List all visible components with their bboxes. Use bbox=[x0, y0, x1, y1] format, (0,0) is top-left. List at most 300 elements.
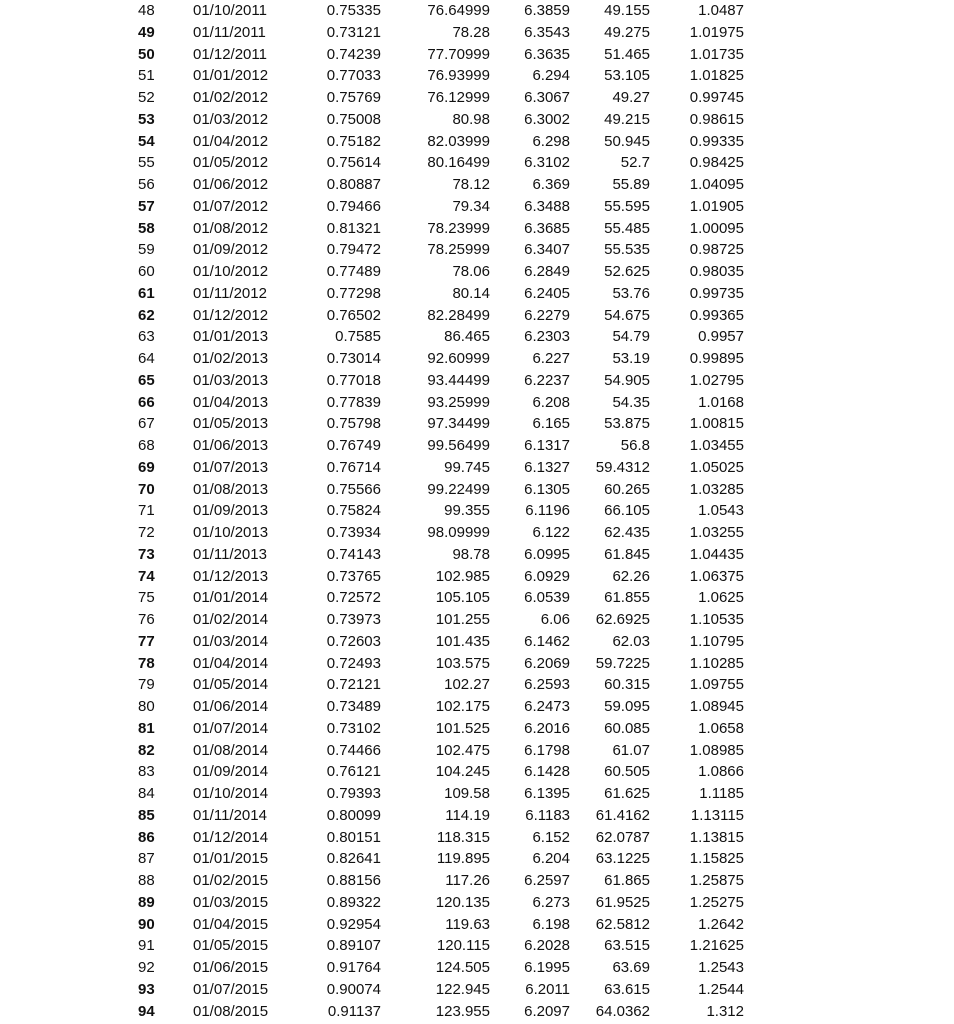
value-col-2: 120.135 bbox=[435, 893, 490, 911]
value-col-4: 54.905 bbox=[604, 371, 650, 389]
row-index: 90 bbox=[138, 915, 155, 933]
value-col-4: 53.19 bbox=[612, 350, 650, 367]
value-col-4: 49.275 bbox=[604, 23, 650, 41]
value-col-4: 55.595 bbox=[604, 197, 650, 215]
date-cell: 01/11/2011 bbox=[193, 23, 266, 41]
value-col-5: 1.02795 bbox=[689, 371, 744, 389]
table-row bbox=[0, 631, 954, 653]
value-col-5: 1.04435 bbox=[689, 545, 744, 563]
table-row bbox=[0, 827, 954, 849]
table-row bbox=[0, 500, 954, 522]
row-index: 54 bbox=[138, 132, 155, 150]
value-col-1: 0.80887 bbox=[326, 176, 381, 193]
value-col-3: 6.2279 bbox=[524, 306, 570, 324]
value-col-1: 0.73014 bbox=[326, 350, 381, 367]
table-row bbox=[0, 0, 954, 22]
value-col-1: 0.77033 bbox=[326, 67, 381, 85]
value-col-5: 1.00095 bbox=[689, 219, 744, 237]
value-col-3: 6.3002 bbox=[524, 110, 570, 128]
row-index: 66 bbox=[138, 393, 155, 411]
date-cell: 01/03/2014 bbox=[193, 632, 269, 650]
value-col-5: 1.01975 bbox=[689, 23, 744, 41]
row-index: 57 bbox=[138, 197, 155, 215]
value-col-2: 93.25999 bbox=[427, 393, 490, 411]
row-index: 92 bbox=[138, 959, 155, 976]
value-col-1: 0.77489 bbox=[326, 263, 381, 280]
value-col-1: 0.72121 bbox=[326, 676, 381, 694]
value-col-2: 78.06 bbox=[452, 263, 490, 280]
value-col-1: 0.73934 bbox=[326, 524, 381, 541]
value-col-4: 49.27 bbox=[612, 89, 650, 106]
table-row bbox=[0, 435, 954, 457]
date-cell: 01/12/2014 bbox=[193, 828, 269, 846]
value-col-2: 119.895 bbox=[436, 850, 490, 868]
value-col-1: 0.73489 bbox=[326, 698, 381, 715]
value-col-2: 76.12999 bbox=[427, 89, 490, 106]
date-cell: 01/07/2012 bbox=[193, 197, 269, 215]
value-col-2: 102.175 bbox=[435, 698, 490, 715]
value-col-1: 0.76121 bbox=[326, 763, 381, 781]
value-col-4: 55.485 bbox=[604, 219, 650, 237]
row-index: 70 bbox=[138, 480, 155, 498]
date-cell: 01/02/2013 bbox=[193, 350, 269, 367]
row-index: 63 bbox=[138, 328, 155, 346]
value-col-4: 51.465 bbox=[604, 45, 650, 63]
table-row bbox=[0, 196, 954, 218]
value-col-1: 0.73121 bbox=[326, 23, 381, 41]
row-index: 79 bbox=[138, 676, 155, 694]
value-col-3: 6.06 bbox=[540, 611, 570, 628]
value-col-4: 54.675 bbox=[604, 306, 650, 324]
row-index: 86 bbox=[138, 828, 155, 846]
table-row bbox=[0, 761, 954, 783]
value-col-4: 54.79 bbox=[612, 328, 650, 346]
value-col-3: 6.1798 bbox=[524, 741, 570, 759]
value-col-4: 59.095 bbox=[604, 698, 650, 715]
value-col-1: 0.88156 bbox=[326, 872, 381, 889]
value-col-3: 6.2405 bbox=[524, 284, 570, 302]
value-col-5: 0.98425 bbox=[689, 154, 744, 172]
value-col-3: 6.3685 bbox=[524, 219, 570, 237]
row-index: 49 bbox=[138, 23, 155, 41]
value-col-1: 0.91137 bbox=[327, 1002, 381, 1020]
row-index: 67 bbox=[138, 415, 155, 433]
value-col-3: 6.1395 bbox=[524, 785, 570, 802]
value-col-3: 6.1317 bbox=[524, 437, 570, 454]
value-col-4: 61.865 bbox=[604, 872, 650, 889]
value-col-5: 1.01825 bbox=[689, 67, 744, 85]
date-cell: 01/10/2012 bbox=[193, 263, 269, 280]
value-col-4: 62.6925 bbox=[595, 611, 650, 628]
value-col-1: 0.7585 bbox=[335, 328, 381, 346]
date-cell: 01/07/2014 bbox=[193, 719, 269, 737]
value-col-1: 0.89322 bbox=[326, 893, 381, 911]
value-col-2: 104.245 bbox=[435, 763, 490, 781]
value-col-1: 0.73102 bbox=[326, 719, 381, 737]
table-row bbox=[0, 326, 954, 348]
value-col-2: 124.505 bbox=[435, 959, 490, 976]
value-col-1: 0.77298 bbox=[326, 284, 381, 302]
value-col-5: 1.10535 bbox=[689, 611, 744, 628]
date-cell: 01/03/2013 bbox=[193, 371, 269, 389]
table-row bbox=[0, 1001, 954, 1023]
value-col-4: 62.435 bbox=[604, 524, 650, 541]
value-col-5: 1.10795 bbox=[689, 632, 744, 650]
value-col-5: 1.15825 bbox=[689, 850, 744, 868]
value-col-3: 6.3543 bbox=[524, 23, 570, 41]
row-index: 61 bbox=[138, 284, 155, 302]
value-col-1: 0.73765 bbox=[326, 567, 381, 585]
date-cell: 01/02/2015 bbox=[193, 872, 269, 889]
value-col-3: 6.369 bbox=[532, 176, 570, 193]
value-col-1: 0.75182 bbox=[326, 132, 381, 150]
date-cell: 01/04/2014 bbox=[193, 654, 269, 672]
row-index: 88 bbox=[138, 872, 155, 889]
date-cell: 01/05/2013 bbox=[193, 415, 269, 433]
date-cell: 01/09/2012 bbox=[193, 241, 269, 259]
date-cell: 01/01/2012 bbox=[193, 67, 269, 85]
value-col-3: 6.2473 bbox=[524, 698, 570, 715]
value-col-4: 66.105 bbox=[604, 502, 650, 520]
value-col-4: 60.315 bbox=[604, 676, 650, 694]
value-col-3: 6.2097 bbox=[524, 1002, 570, 1020]
value-col-5: 0.98035 bbox=[689, 263, 744, 280]
value-col-5: 1.2642 bbox=[698, 915, 744, 933]
value-col-5: 0.99745 bbox=[689, 89, 744, 106]
row-index: 72 bbox=[138, 524, 155, 541]
value-col-5: 1.1185 bbox=[699, 785, 744, 802]
table-row bbox=[0, 957, 954, 979]
value-col-2: 102.27 bbox=[444, 676, 490, 694]
value-col-1: 0.79466 bbox=[326, 197, 381, 215]
date-cell: 01/07/2015 bbox=[193, 980, 269, 998]
value-col-3: 6.273 bbox=[532, 893, 570, 911]
value-col-4: 53.76 bbox=[612, 284, 650, 302]
table-row bbox=[0, 22, 954, 44]
value-col-4: 53.875 bbox=[604, 415, 650, 433]
table-row bbox=[0, 892, 954, 914]
date-cell: 01/08/2015 bbox=[193, 1002, 269, 1020]
value-col-4: 61.4162 bbox=[595, 806, 650, 824]
table-row bbox=[0, 653, 954, 675]
date-cell: 01/12/2011 bbox=[193, 45, 267, 63]
date-cell: 01/05/2015 bbox=[193, 937, 269, 955]
value-col-4: 59.7225 bbox=[595, 654, 650, 672]
value-col-5: 0.98725 bbox=[689, 241, 744, 259]
row-index: 82 bbox=[138, 741, 155, 759]
row-index: 78 bbox=[138, 654, 155, 672]
date-cell: 01/10/2014 bbox=[193, 785, 269, 802]
table-row bbox=[0, 696, 954, 718]
value-col-3: 6.3859 bbox=[524, 2, 570, 19]
date-cell: 01/12/2013 bbox=[193, 567, 269, 585]
value-col-1: 0.90074 bbox=[326, 980, 381, 998]
value-col-1: 0.75798 bbox=[326, 415, 381, 433]
value-col-3: 6.3067 bbox=[524, 89, 570, 106]
table-row bbox=[0, 370, 954, 392]
table-row bbox=[0, 609, 954, 631]
table-row bbox=[0, 392, 954, 414]
value-col-1: 0.72603 bbox=[326, 632, 381, 650]
value-col-5: 1.21625 bbox=[689, 937, 744, 955]
row-index: 55 bbox=[138, 154, 155, 172]
value-col-5: 1.312 bbox=[706, 1002, 744, 1020]
value-col-5: 1.0543 bbox=[698, 502, 744, 520]
value-col-2: 105.105 bbox=[435, 589, 490, 607]
value-col-1: 0.79472 bbox=[326, 241, 381, 259]
table-row bbox=[0, 740, 954, 762]
value-col-4: 53.105 bbox=[604, 67, 650, 85]
value-col-2: 78.28 bbox=[452, 23, 490, 41]
value-col-3: 6.1428 bbox=[524, 763, 570, 781]
date-cell: 01/02/2012 bbox=[193, 89, 269, 106]
value-col-3: 6.204 bbox=[532, 850, 570, 868]
row-index: 77 bbox=[138, 632, 155, 650]
value-col-5: 1.03255 bbox=[689, 524, 744, 541]
value-col-4: 62.03 bbox=[612, 632, 650, 650]
value-col-2: 102.475 bbox=[435, 741, 490, 759]
table-row bbox=[0, 457, 954, 479]
value-col-5: 0.99335 bbox=[689, 132, 744, 150]
table-row bbox=[0, 65, 954, 87]
table-row bbox=[0, 914, 954, 936]
value-col-2: 80.16499 bbox=[427, 154, 490, 172]
date-cell: 01/02/2014 bbox=[193, 611, 269, 628]
row-index: 71 bbox=[138, 502, 155, 520]
value-col-2: 103.575 bbox=[435, 654, 490, 672]
value-col-1: 0.73973 bbox=[326, 611, 381, 628]
value-col-3: 6.2237 bbox=[524, 371, 570, 389]
value-col-1: 0.75335 bbox=[326, 2, 381, 19]
value-col-4: 62.5812 bbox=[595, 915, 650, 933]
value-col-2: 117.26 bbox=[445, 872, 490, 889]
row-index: 83 bbox=[138, 763, 155, 781]
value-col-2: 122.945 bbox=[435, 980, 490, 998]
value-col-2: 93.44499 bbox=[427, 371, 490, 389]
value-col-3: 6.2303 bbox=[524, 328, 570, 346]
value-col-4: 54.35 bbox=[612, 393, 650, 411]
value-col-4: 61.9525 bbox=[595, 893, 650, 911]
table-row bbox=[0, 44, 954, 66]
date-cell: 01/06/2014 bbox=[193, 698, 269, 715]
date-cell: 01/06/2012 bbox=[193, 176, 269, 193]
value-col-3: 6.2028 bbox=[524, 937, 570, 955]
value-col-3: 6.0539 bbox=[524, 589, 570, 607]
value-col-3: 6.2849 bbox=[524, 263, 570, 280]
value-col-5: 1.0168 bbox=[698, 393, 744, 411]
date-cell: 01/04/2012 bbox=[193, 132, 269, 150]
value-col-5: 1.10285 bbox=[689, 654, 744, 672]
value-col-3: 6.1183 bbox=[525, 806, 570, 824]
value-col-5: 1.0487 bbox=[698, 2, 744, 19]
date-cell: 01/05/2012 bbox=[193, 154, 269, 172]
value-col-3: 6.3407 bbox=[524, 241, 570, 259]
value-col-1: 0.77018 bbox=[326, 371, 381, 389]
value-col-4: 52.7 bbox=[620, 154, 650, 172]
value-col-1: 0.75008 bbox=[326, 110, 381, 128]
value-col-5: 1.0625 bbox=[698, 589, 744, 607]
row-index: 75 bbox=[138, 589, 155, 607]
value-col-3: 6.227 bbox=[532, 350, 570, 367]
row-index: 51 bbox=[138, 67, 155, 85]
table-row bbox=[0, 174, 954, 196]
value-col-2: 99.22499 bbox=[427, 480, 490, 498]
value-col-2: 92.60999 bbox=[427, 350, 490, 367]
value-col-4: 55.89 bbox=[612, 176, 650, 193]
value-col-3: 6.1196 bbox=[525, 502, 570, 520]
value-col-4: 63.615 bbox=[604, 980, 650, 998]
value-col-4: 52.625 bbox=[604, 263, 650, 280]
value-col-1: 0.72493 bbox=[326, 654, 381, 672]
table-row bbox=[0, 479, 954, 501]
value-col-2: 78.25999 bbox=[427, 241, 490, 259]
value-col-2: 109.58 bbox=[444, 785, 490, 802]
date-cell: 01/08/2013 bbox=[193, 480, 269, 498]
value-col-1: 0.74239 bbox=[326, 45, 381, 63]
table-row bbox=[0, 261, 954, 283]
value-col-3: 6.1327 bbox=[524, 458, 570, 476]
value-col-5: 1.08985 bbox=[689, 741, 744, 759]
date-cell: 01/10/2013 bbox=[193, 524, 269, 541]
table-row bbox=[0, 131, 954, 153]
value-col-1: 0.80099 bbox=[326, 806, 381, 824]
value-col-3: 6.3102 bbox=[524, 154, 570, 172]
value-col-1: 0.75566 bbox=[326, 480, 381, 498]
date-cell: 01/11/2012 bbox=[193, 284, 267, 302]
table-row bbox=[0, 870, 954, 892]
row-index: 74 bbox=[138, 567, 155, 585]
row-index: 62 bbox=[138, 306, 155, 324]
value-col-1: 0.89107 bbox=[326, 937, 381, 955]
table-row bbox=[0, 566, 954, 588]
value-col-4: 49.215 bbox=[604, 110, 650, 128]
value-col-5: 0.98615 bbox=[689, 110, 744, 128]
row-index: 94 bbox=[138, 1002, 155, 1020]
table-row bbox=[0, 109, 954, 131]
date-cell: 01/07/2013 bbox=[193, 458, 269, 476]
value-col-4: 60.085 bbox=[604, 719, 650, 737]
value-col-2: 80.14 bbox=[452, 284, 490, 302]
row-index: 68 bbox=[138, 437, 155, 454]
value-col-1: 0.74143 bbox=[326, 545, 381, 563]
value-col-1: 0.81321 bbox=[326, 219, 381, 237]
value-col-3: 6.122 bbox=[532, 524, 570, 541]
row-index: 60 bbox=[138, 263, 155, 280]
value-col-4: 64.0362 bbox=[595, 1002, 650, 1020]
value-col-2: 82.03999 bbox=[427, 132, 490, 150]
value-col-5: 1.06375 bbox=[689, 567, 744, 585]
table-row bbox=[0, 544, 954, 566]
value-col-4: 59.4312 bbox=[595, 458, 650, 476]
value-col-4: 63.69 bbox=[612, 959, 650, 976]
table-row bbox=[0, 848, 954, 870]
value-col-4: 61.625 bbox=[604, 785, 650, 802]
value-col-5: 1.2544 bbox=[698, 980, 744, 998]
value-col-4: 60.265 bbox=[604, 480, 650, 498]
value-col-3: 6.165 bbox=[532, 415, 570, 433]
row-index: 52 bbox=[138, 89, 155, 106]
date-cell: 01/08/2014 bbox=[193, 741, 269, 759]
row-index: 91 bbox=[138, 937, 155, 955]
value-col-2: 101.525 bbox=[435, 719, 490, 737]
row-index: 69 bbox=[138, 458, 155, 476]
value-col-5: 0.99735 bbox=[689, 284, 744, 302]
row-index: 64 bbox=[138, 350, 155, 367]
date-cell: 01/01/2015 bbox=[193, 850, 269, 868]
table-row bbox=[0, 979, 954, 1001]
row-index: 58 bbox=[138, 219, 155, 237]
date-cell: 01/10/2011 bbox=[193, 2, 267, 19]
row-index: 81 bbox=[138, 719, 155, 737]
row-index: 85 bbox=[138, 806, 155, 824]
value-col-4: 61.845 bbox=[604, 545, 650, 563]
date-cell: 01/06/2015 bbox=[193, 959, 269, 976]
table-row bbox=[0, 283, 954, 305]
value-col-4: 61.855 bbox=[604, 589, 650, 607]
row-index: 89 bbox=[138, 893, 155, 911]
value-col-5: 0.99895 bbox=[689, 350, 744, 367]
value-col-2: 77.70999 bbox=[427, 45, 490, 63]
value-col-5: 1.08945 bbox=[689, 698, 744, 715]
value-col-2: 101.435 bbox=[435, 632, 490, 650]
value-col-1: 0.76749 bbox=[326, 437, 381, 454]
value-col-4: 50.945 bbox=[604, 132, 650, 150]
value-col-4: 55.535 bbox=[604, 241, 650, 259]
table-row bbox=[0, 348, 954, 370]
value-col-2: 118.315 bbox=[436, 828, 490, 846]
value-col-5: 1.25875 bbox=[689, 872, 744, 889]
value-col-5: 0.9957 bbox=[698, 328, 744, 346]
value-col-2: 76.93999 bbox=[427, 67, 490, 85]
value-col-1: 0.75614 bbox=[326, 154, 381, 172]
table-row bbox=[0, 87, 954, 109]
row-index: 93 bbox=[138, 980, 155, 998]
value-col-5: 1.03455 bbox=[689, 437, 744, 454]
date-cell: 01/11/2014 bbox=[193, 806, 267, 824]
value-col-5: 1.25275 bbox=[689, 893, 744, 911]
row-index: 84 bbox=[138, 785, 155, 802]
row-index: 48 bbox=[138, 2, 155, 19]
value-col-4: 62.0787 bbox=[595, 828, 650, 846]
value-col-3: 6.208 bbox=[532, 393, 570, 411]
row-index: 87 bbox=[138, 850, 155, 868]
value-col-1: 0.77839 bbox=[326, 393, 381, 411]
value-col-4: 62.26 bbox=[612, 567, 650, 585]
value-col-1: 0.76714 bbox=[326, 458, 381, 476]
date-cell: 01/04/2013 bbox=[193, 393, 269, 411]
value-col-1: 0.82641 bbox=[326, 850, 381, 868]
date-cell: 01/03/2015 bbox=[193, 893, 269, 911]
value-col-4: 49.155 bbox=[604, 2, 650, 19]
value-col-3: 6.298 bbox=[532, 132, 570, 150]
value-col-5: 1.05025 bbox=[689, 458, 744, 476]
value-col-2: 76.64999 bbox=[427, 2, 490, 19]
value-col-2: 99.56499 bbox=[427, 437, 490, 454]
value-col-1: 0.72572 bbox=[326, 589, 381, 607]
value-col-1: 0.92954 bbox=[326, 915, 381, 933]
table-row bbox=[0, 674, 954, 696]
value-col-1: 0.79393 bbox=[326, 785, 381, 802]
table-row bbox=[0, 783, 954, 805]
value-col-3: 6.2593 bbox=[524, 676, 570, 694]
value-col-3: 6.152 bbox=[532, 828, 570, 846]
value-col-1: 0.80151 bbox=[326, 828, 381, 846]
value-col-3: 6.0929 bbox=[524, 567, 570, 585]
value-col-2: 78.23999 bbox=[427, 219, 490, 237]
table-row bbox=[0, 413, 954, 435]
value-col-5: 1.00815 bbox=[689, 415, 744, 433]
value-col-5: 1.03285 bbox=[689, 480, 744, 498]
